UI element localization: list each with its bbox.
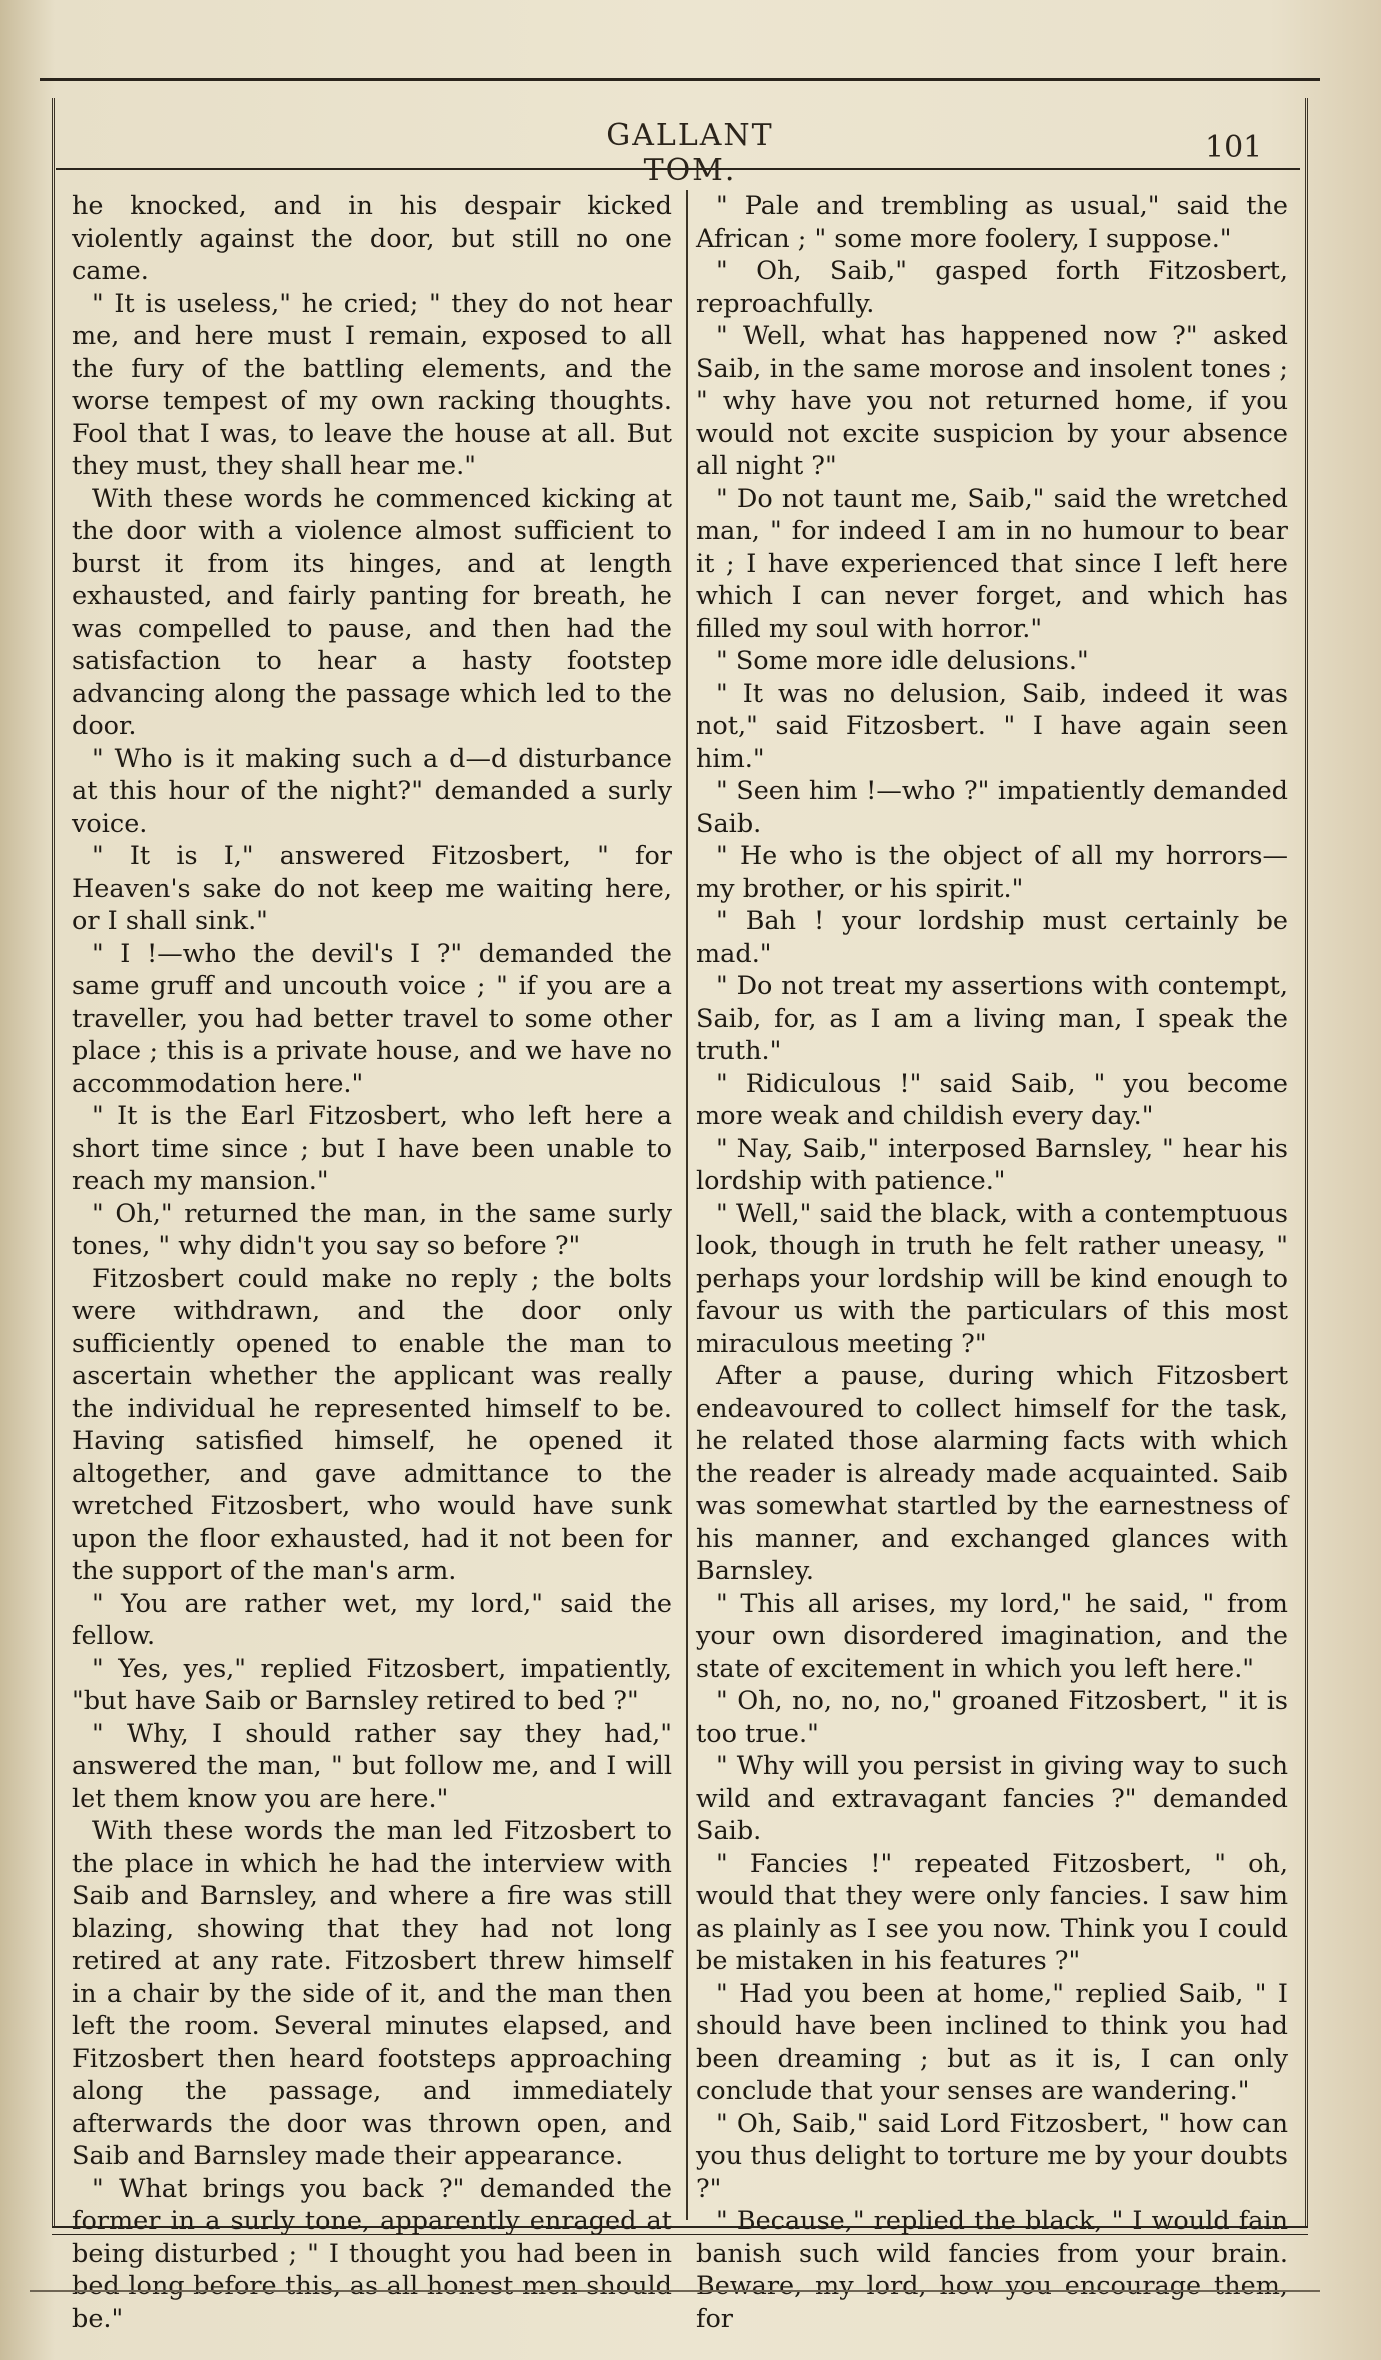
paragraph: " Oh, no, no, no," groaned Fitzosbert, " it is too true." (696, 1686, 1288, 1749)
paragraph: " What brings you back ?" demanded the former in a surly tone, apparently enraged at being disturbed ; " I thought you had been in bed long before this, as all honest men should be." (72, 2173, 672, 2334)
paragraph: " It is the Earl Fitzosbert, who left here a short time since ; but I have been unable to reach my mansion." (72, 1101, 672, 1196)
paragraph: " He who is the object of all my horrors—my brother, or his spirit." (696, 841, 1288, 904)
paragraph: " Bah ! your lordship must certainly be mad." (696, 906, 1288, 969)
paragraph: With these words the man led Fitzosbert to the place in which he had the interview with Saib and Barnsley, and where a fire was still blazing, showing that they had not long retired at any rate. Fitzosbert threw himself in a chair by the side of it, and the man then left the room. Several minutes elapsed, and Fitzosbert then heard footsteps approaching along the passage, and immediately afterwards the door was thrown open, and Saib and Barnsley made their appearance. (72, 1816, 672, 2171)
paragraph: " Do not taunt me, Saib," said the wretched man, " for indeed I am in no humour to bear it ; I have experienced that since I left here which I can never forget, and which has filled my soul with horror." (696, 483, 1288, 644)
paragraph: With these words he commenced kicking at the door with a violence almost sufficient to burst it from its hinges, and at length exhausted, and fairly panting for breath, he was compelled to pause, and then had the satisfaction to hear a hasty footstep advancing along the passage which led to the door. (72, 483, 672, 741)
left-text-column (72, 190, 672, 2335)
right-text-column (696, 190, 1288, 2335)
paragraph: " Pale and trembling as usual," said the African ; " some more foolery, I suppose." (696, 191, 1288, 254)
top-outer-rule (40, 78, 1320, 81)
paragraph: Fitzosbert could make no reply ; the bolts were withdrawn, and the door only sufficiently opened to enable the man to ascertain whether the applicant was really the individual he represented himself to be. Having satisfied himself, he opened it altogether, and gave admittance to the wretched Fitzosbert, who would have sunk upon the floor exhausted, had it not been for the support of the man's arm. (72, 1263, 672, 1586)
paragraph: he knocked, and in his despair kicked violently against the door, but still no one came. (72, 191, 672, 286)
paragraph: " You are rather wet, my lord," said the fellow. (72, 1588, 672, 1651)
paragraph: " Ridiculous !" said Saib, " you become more weak and childish every day." (696, 1068, 1288, 1131)
paragraph: " It is I," answered Fitzosbert, " for Heaven's sake do not keep me waiting here, or I shall sink." (72, 841, 672, 936)
paragraph: " Oh, Saib," gasped forth Fitzosbert, reproachfully. (696, 256, 1288, 319)
paragraph: " Why, I should rather say they had," answered the man, " but follow me, and I will let them know you are here." (72, 1718, 672, 1814)
paragraph: " Oh," returned the man, in the same surly tones, " why didn't you say so before ?" (72, 1198, 672, 1261)
paragraph: " Well, what has happened now ?" asked Saib, in the same morose and insolent tones ; " why have you not returned home, if you would not excite suspicion by your absence all night ?" (696, 321, 1288, 481)
paragraph: " Nay, Saib," interposed Barnsley, " hear his lordship with patience." (696, 1133, 1288, 1196)
paragraph: After a pause, during which Fitzosbert endeavoured to collect himself for the task, he related those alarming facts with which the reader is already made acquainted. Saib was somewhat startled by the earnestness of his manner, and exchanged glances with Barnsley. (696, 1361, 1288, 1586)
paragraph: " It was no delusion, Saib, indeed it was not," said Fitzosbert. " I have again seen him." (696, 678, 1288, 774)
frame-bottom-rule (52, 2226, 1308, 2235)
header-rule (56, 168, 1300, 170)
bottom-outer-rule (30, 2290, 1320, 2292)
paragraph: " Because," replied the black, " I would fain banish such wild fancies from your brain. Beware, my lord, how you encourage them, for (696, 2206, 1288, 2334)
page-number: 101 (1205, 130, 1263, 165)
running-title: GALLANT TOM. (606, 118, 774, 188)
paragraph: " Fancies !" repeated Fitzosbert, " oh, would that they were only fancies. I saw him as plainly as I see you now. Think you I could be mistaken in his features ?" (696, 1848, 1288, 1976)
paragraph: " I !—who the devil's I ?" demanded the same gruff and uncouth voice ; " if you are a traveller, you had better travel to some other place ; this is a private house, and we have no accommodation here." (72, 938, 672, 1099)
paragraph: " Oh, Saib," said Lord Fitzosbert, " how can you thus delight to torture me by your doubts ?" (696, 2108, 1288, 2204)
paragraph: " Seen him !—who ?" impatiently demanded Saib. (696, 776, 1288, 839)
paragraph: " This all arises, my lord," he said, " from your own disordered imagination, and the state of excitement in which you left here." (696, 1588, 1288, 1684)
paragraph: " Well," said the black, with a contemptuous look, though in truth he felt rather uneasy, " perhaps your lordship will be kind enough to favour us with the particulars of this most miraculous meeting ?" (696, 1198, 1288, 1359)
paragraph: " Had you been at home," replied Saib, " I should have been inclined to think you had been dreaming ; but as it is, I can only conclude that your senses are wandering." (696, 1978, 1288, 2106)
paragraph: " Why will you persist in giving way to such wild and extravagant fancies ?" demanded Saib. (696, 1751, 1288, 1846)
paragraph: " Yes, yes," replied Fitzosbert, impatiently, "but have Saib or Barnsley retired to bed ?" (72, 1653, 672, 1716)
column-divider (686, 190, 688, 2220)
paragraph: " It is useless," he cried; " they do not hear me, and here must I remain, exposed to all the fury of the battling elements, and the worse tempest of my own racking thoughts. Fool that I was, to leave the house at all. But they must, they shall hear me." (72, 288, 672, 481)
paragraph: " Do not treat my assertions with contempt, Saib, for, as I am a living man, I speak the truth." (696, 971, 1288, 1066)
paragraph: " Some more idle delusions." (716, 646, 1089, 676)
paragraph: " Who is it making such a d—d disturbance at this hour of the night?" demanded a surly voice. (72, 743, 672, 839)
